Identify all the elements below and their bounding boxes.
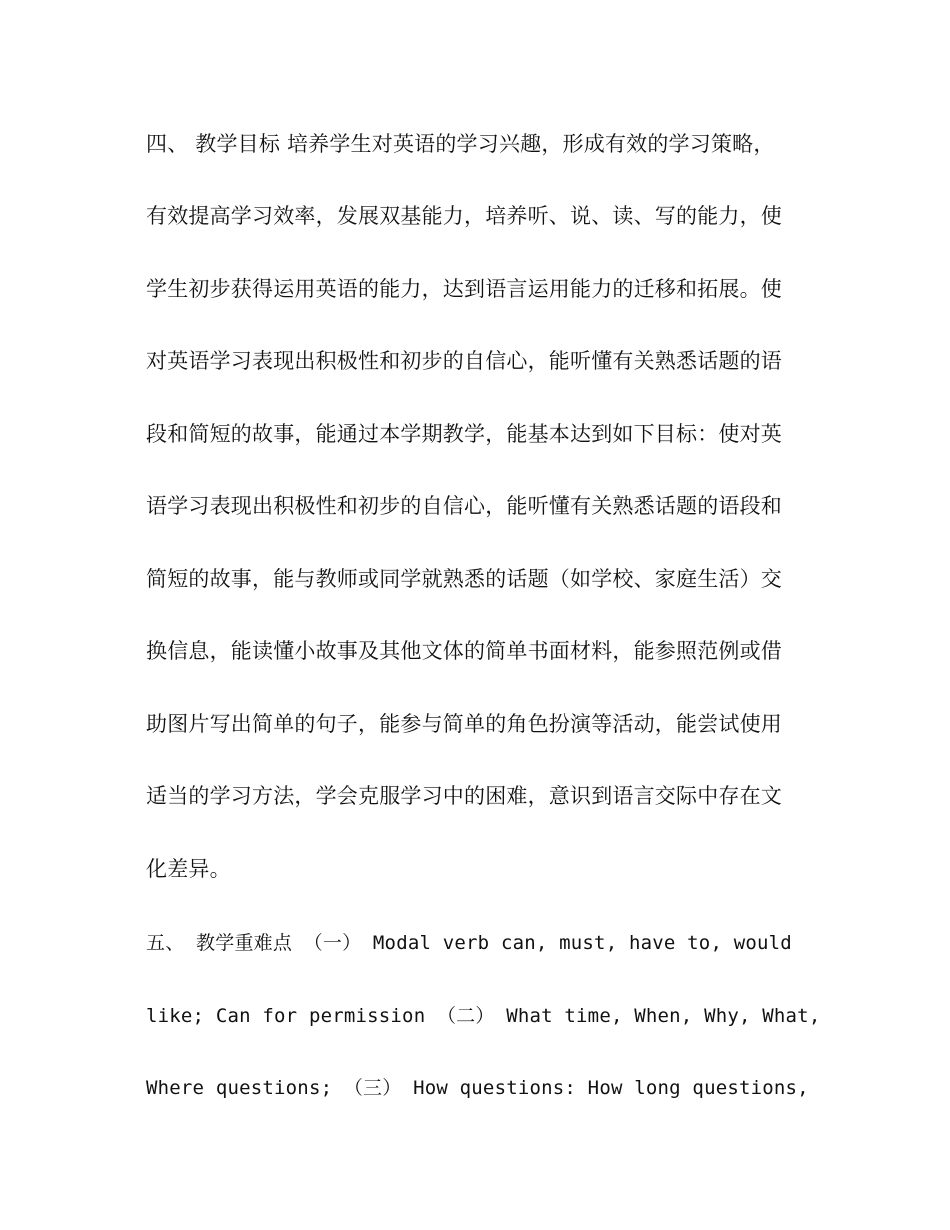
paragraph-line: 有效提高学习效率，发展双基能力，培养听、说、读、写的能力，使	[146, 204, 782, 228]
paragraph-line: 五、 教学重难点 （一） Modal verb can, must, have to, would	[146, 932, 792, 954]
paragraph-line: 四、 教学目标 培养学生对英语的学习兴趣，形成有效的学习策略，	[146, 132, 775, 156]
paragraph-line: 换信息，能读懂小故事及其他文体的简单书面材料，能参照范例或借	[146, 639, 782, 663]
paragraph-line: 化差异。	[146, 857, 231, 881]
paragraph-line: 助图片写出简单的句子，能参与简单的角色扮演等活动，能尝试使用	[146, 712, 782, 736]
paragraph-line: 语学习表现出积极性和初步的自信心，能听懂有关熟悉话题的语段和	[146, 494, 782, 518]
paragraph-line: 简短的故事，能与教师或同学就熟悉的话题（如学校、家庭生活）交	[146, 567, 782, 591]
paragraph-line: 对英语学习表现出积极性和初步的自信心，能听懂有关熟悉话题的语	[146, 349, 782, 373]
paragraph-line: Where questions; （三） How questions: How long questions,	[146, 1077, 809, 1099]
paragraph-line: 段和简短的故事，能通过本学期教学，能基本达到如下目标：使对英	[146, 422, 782, 446]
paragraph-line: 学生初步获得运用英语的能力，达到语言运用能力的迁移和拓展。使	[146, 277, 782, 301]
paragraph-line: 适当的学习方法，学会克服学习中的困难，意识到语言交际中存在文	[146, 784, 782, 808]
paragraph-line: like; Can for permission （二） What time, When, Why, What,	[146, 1005, 821, 1027]
